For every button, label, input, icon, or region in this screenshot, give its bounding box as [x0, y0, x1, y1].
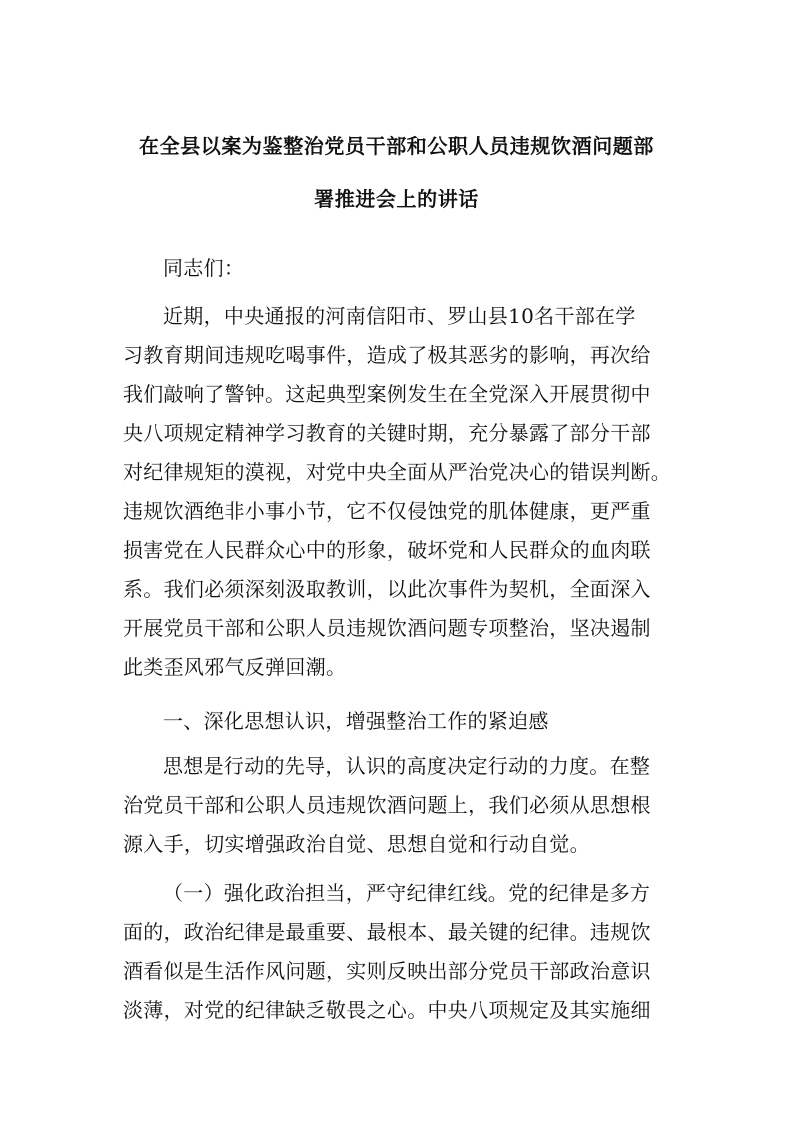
body-line: 治党员干部和公职人员违规饮酒问题上，我们必须从思想根 — [123, 793, 651, 817]
body-line: 系。我们必须深刻汲取教训，以此次事件为契机，全面深入 — [123, 577, 651, 601]
body-line: 开展党员干部和公职人员违规饮酒问题专项整治，坚决遏制 — [123, 616, 651, 640]
section-heading: 一、深化思想认识，增强整治工作的紧迫感 — [163, 709, 549, 733]
body-line: 违规饮酒绝非小事小节，它不仅侵蚀党的肌体健康，更严重 — [123, 499, 651, 523]
body-line: 面的，政治纪律是最重要、最根本、最关键的纪律。违规饮 — [123, 920, 651, 944]
body-line: 近期，中央通报的河南信阳市、罗山县10名干部在学 — [163, 304, 636, 328]
body-line: 央八项规定精神学习教育的关键时期，充分暴露了部分干部 — [123, 421, 651, 445]
body-line: 思想是行动的先导，认识的高度决定行动的力度。在整 — [163, 754, 651, 778]
body-line: 对纪律规矩的漠视，对党中央全面从严治党决心的错误判断。 — [123, 460, 672, 484]
body-line: 此类歪风邪气反弹回潮。 — [123, 655, 347, 679]
body-line: 习教育期间违规吃喝事件，造成了极其恶劣的影响，再次给 — [123, 343, 651, 367]
document-title-line-1: 在全县以案为鉴整治党员干部和公职人员违规饮酒问题部 — [139, 134, 654, 158]
body-line: 源入手，切实增强政治自觉、思想自觉和行动自觉。 — [123, 832, 590, 856]
body-line: 损害党在人民群众心中的形象，破坏党和人民群众的血肉联 — [123, 538, 651, 562]
body-line: （一）强化政治担当，严守纪律红线。党的纪律是多方 — [163, 881, 651, 905]
body-line: 淡薄，对党的纪律缺乏敬畏之心。中央八项规定及其实施细 — [123, 998, 651, 1022]
body-line: 酒看似是生活作风问题，实则反映出部分党员干部政治意识 — [123, 959, 651, 983]
body-line: 我们敲响了警钟。这起典型案例发生在全党深入开展贯彻中 — [123, 382, 651, 406]
document-title-line-2: 署推进会上的讲话 — [314, 187, 479, 211]
salutation: 同志们： — [163, 256, 245, 280]
